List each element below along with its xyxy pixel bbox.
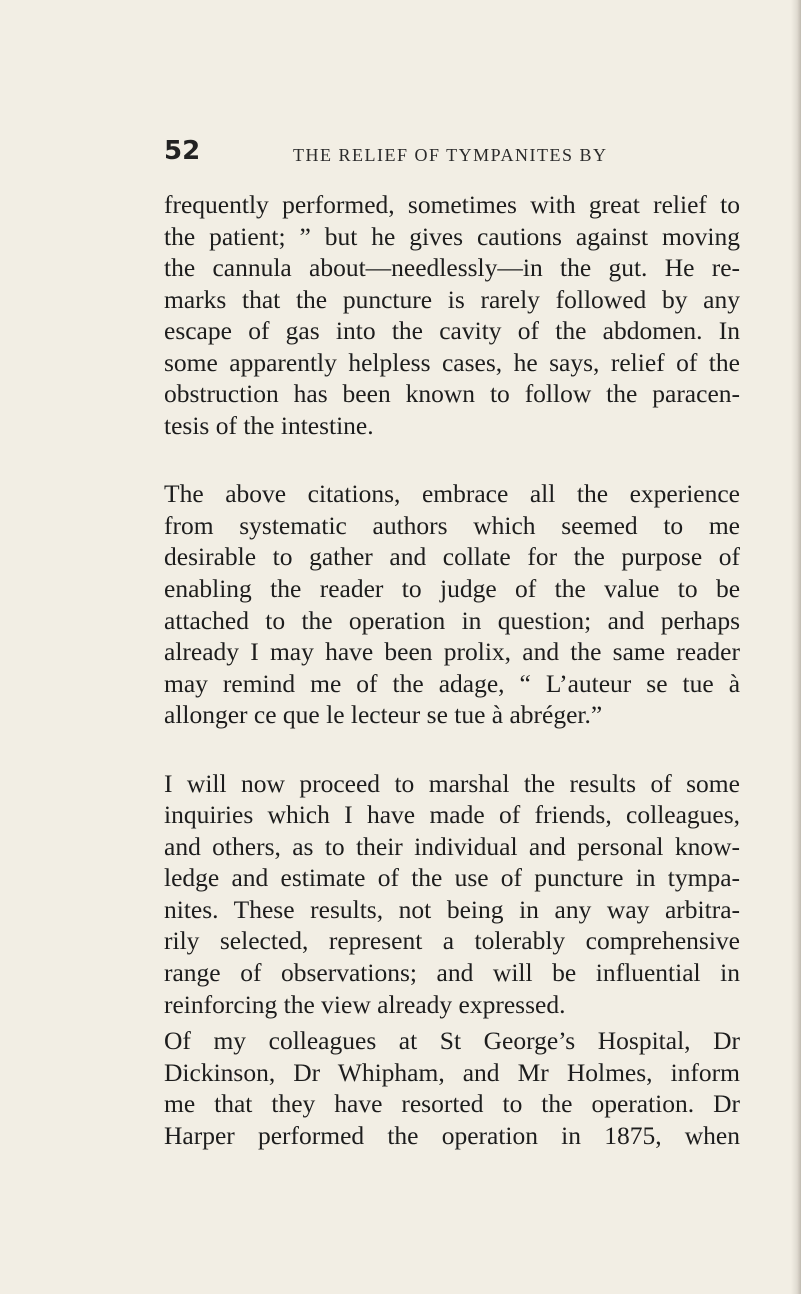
text-line: attached to the operation in question; and perhaps [164, 605, 741, 635]
text-line: obstruction has been known to follow the paracen- [164, 379, 741, 409]
running-head: THE RELIEF OF TYMPANITES BY [293, 145, 608, 165]
text-line: me that they have resorted to the operation. Dr [164, 1089, 741, 1119]
text-line: marks that the puncture is rarely followed by any [164, 284, 740, 314]
paragraph-gap [164, 441, 740, 478]
text-line: some apparently helpless cases, he says, relief of the [164, 347, 740, 377]
text-line: The above citations, embrace all the experience [164, 479, 740, 509]
text-line: the patient; ” but he gives cautions against moving [164, 221, 740, 251]
page-edge-shadow [791, 0, 801, 1294]
paragraph-4 [164, 1025, 740, 1151]
text-line: enabling the reader to judge of the value to be [164, 574, 741, 604]
body-text [164, 189, 740, 1151]
page-number: 52 [164, 136, 201, 166]
text-line: desirable to gather and collate for the purpose of [164, 542, 740, 572]
text-line: frequently performed, sometimes with great relief to [164, 190, 741, 219]
paragraph-2 [164, 478, 740, 730]
text-line: rily selected, represent a tolerably comprehensive [164, 926, 740, 956]
text-line: Of my colleagues at St George’s Hospital, Dr [164, 1026, 741, 1056]
text-line: I will now proceed to marshal the results of some [164, 768, 740, 798]
text-line: range of observations; and will be influential in [164, 958, 740, 988]
text-line: ledge and estimate of the use of puncture in tympa- [164, 863, 741, 893]
text-line: the cannula about—needlessly—in the gut. He re- [164, 253, 741, 283]
paragraph-3 [164, 768, 740, 1020]
text-line: tesis of the intestine. [164, 410, 374, 440]
text-line: allonger ce que le lecteur se tue à abréger.” [164, 700, 603, 730]
text-line: from systematic authors which seemed to me [164, 510, 740, 540]
text-line: may remind me of the adage, “ L’auteur se tue à [164, 668, 741, 698]
text-line: nites. These results, not being in any way arbitra- [164, 894, 740, 924]
text-line: Dickinson, Dr Whipham, and Mr Holmes, inform [164, 1057, 740, 1087]
text-line: already I may have been prolix, and the same reader [164, 637, 740, 667]
paragraph-gap [164, 731, 740, 768]
page-header [0, 0, 801, 180]
paragraph-1 [164, 189, 740, 441]
text-line: escape of gas into the cavity of the abdomen. In [164, 316, 740, 346]
text-line: reinforcing the view already expressed. [164, 989, 566, 1019]
text-line: and others, as to their individual and personal know- [164, 831, 741, 861]
text-line: Harper performed the operation in 1875, when [164, 1120, 740, 1150]
text-line: inquiries which I have made of friends, colleagues, [164, 800, 741, 830]
